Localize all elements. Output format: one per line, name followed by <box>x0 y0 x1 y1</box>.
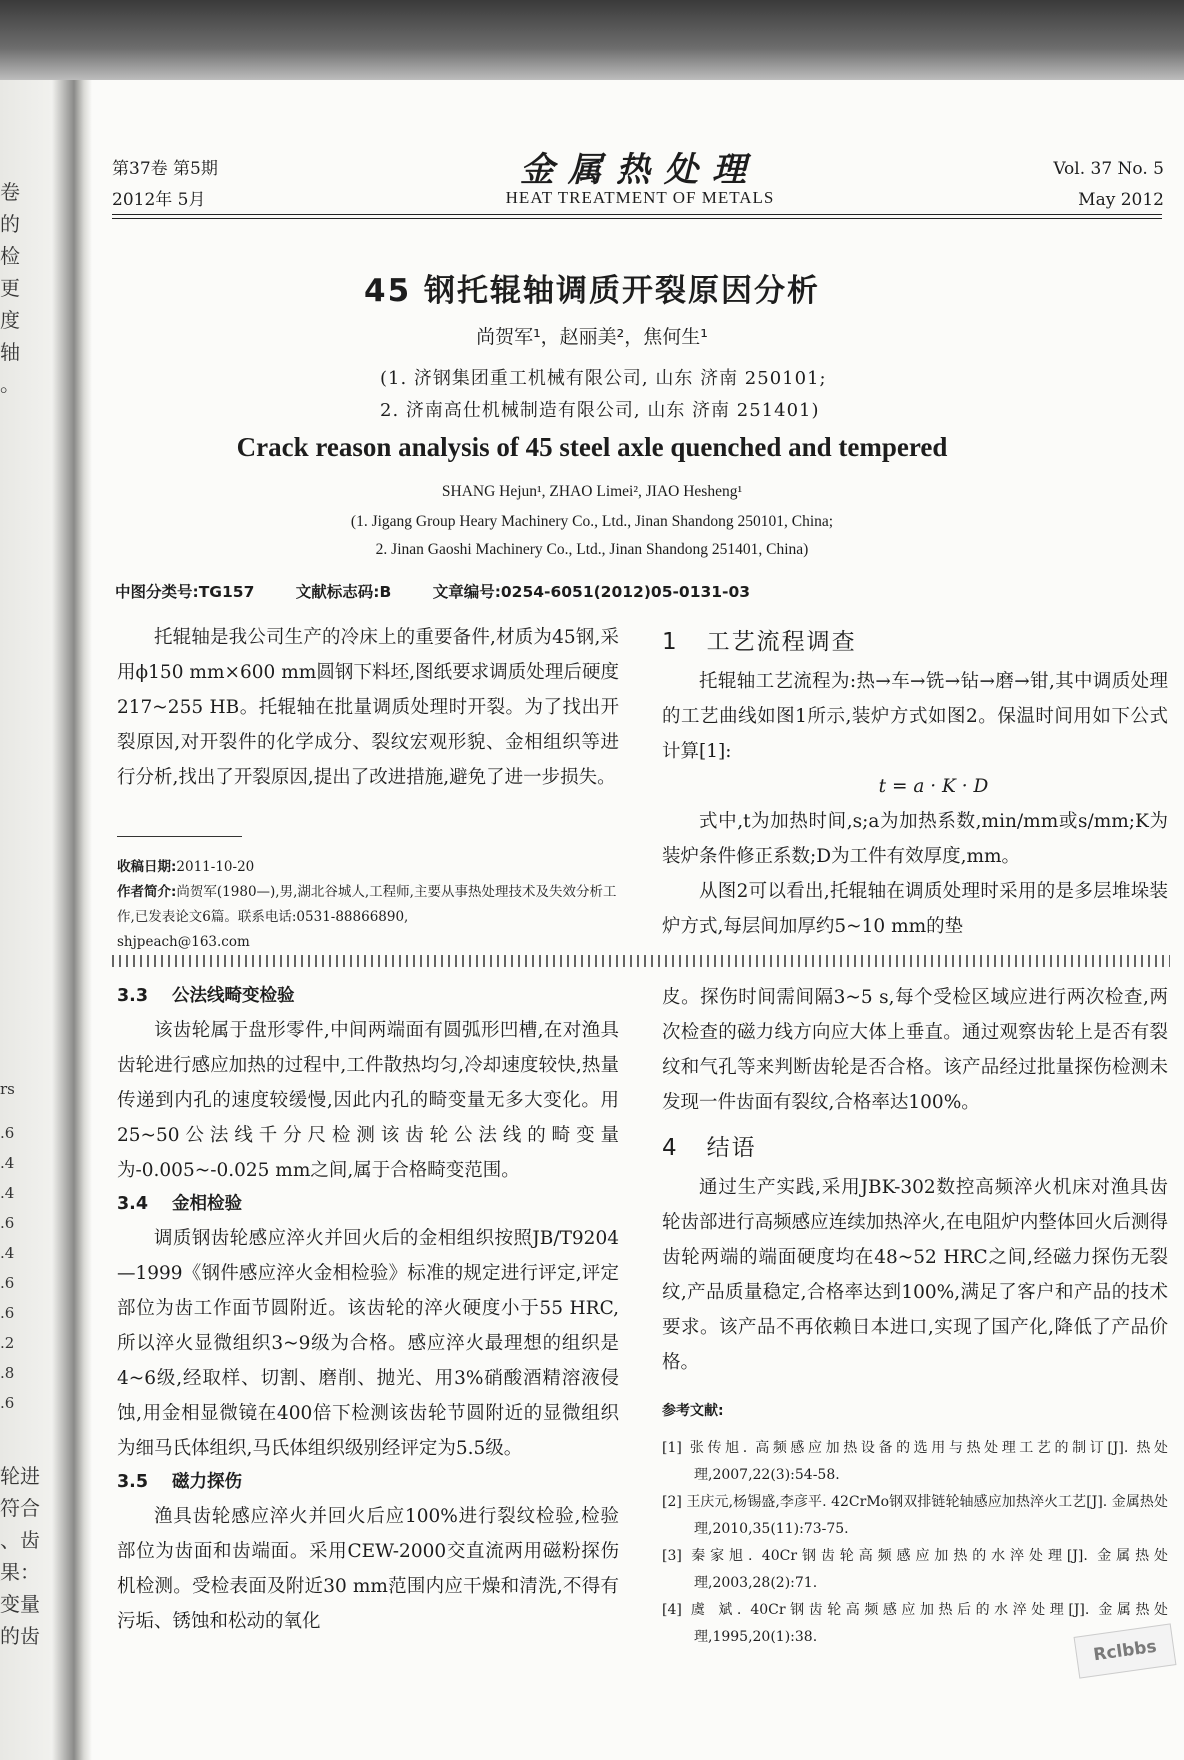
references-heading: 参考文献: <box>662 1403 724 1419</box>
fragment: .6 <box>0 1274 15 1292</box>
fragment: 。 <box>0 372 20 396</box>
fragment: .6 <box>0 1394 15 1412</box>
scan-top-shadow <box>0 0 1184 80</box>
fragment: rs <box>0 1080 15 1098</box>
affiliations-cn: (1. 济钢集团重工机械有限公司, 山东 济南 250101; 2. 济南高仕机械制造有限公司, 山东 济南 251401) <box>380 368 827 421</box>
fragment: .2 <box>0 1334 15 1352</box>
fragment: 轴 <box>0 340 20 364</box>
article-title-en: Crack reason analysis of 45 steel axle quenched and tempered <box>236 432 948 462</box>
affiliations-en: (1. Jigang Group Heary Machinery Co., Ltd., Jinan Shandong 250101, China; 2. Jinan Gaoshi Machinery Co., Ltd., Jinan Shandong 251401, China) <box>350 513 834 558</box>
lower-left-column: 3.3 公法线畸变检验 该齿轮属于盘形零件,中间两端面有圆弧形凹槽,在对渔具齿轮进行感应加热的过程中,工件散热均匀,冷却速度较快,热量传递到内孔的速度较缓慢,因此内孔的畸变量无多大变化。用25~50公法线千分尺检测该齿轮公法线的畸变量为-0.005~-0.025 mm之间,属于合格畸变范围。 3.4 金相检验 调质钢齿轮感应淬火并回火后的金相组织按照JB/T9204—1999《钢件感应淬火金相检验》标准的规定进行评定,评定部位为齿工作面节圆附近。该齿轮的淬火硬度小于55 HRC,所以淬火显微组织3~9级为合格。感应淬火最理想的组织是4~6级,经取样、切割、磨削、抛光、用3%硝酸酒精溶液侵蚀,用金相显微镜在400倍下检测该齿轮节圆附近的显微组织为细马氏体组织,马氏体组织级别经评定为5.5级。 3.5 磁力探伤 渔具齿轮感应淬火并回火后应100%进行裂纹检验,检验部位为齿面和齿端面。采用CEW-2000交直流两用磁粉探伤机检测。受检表面及附近30 mm范围内应干燥和清洗,不得有污垢、锈蚀和松动的氧化 <box>117 980 619 1639</box>
fragment: 、齿 <box>0 1528 40 1552</box>
article-number: 文章编号:0254-6051(2012)05-0131-03 <box>432 583 751 601</box>
footnote: 收稿日期:2011-10-20 作者简介:尚贺军(1980—),男,湖北谷城人,工程师,主要从事热处理技术及失效分析工作,已发表论文6篇。联系电话:0531-88866890, shjpeach@163.com <box>117 859 617 950</box>
authors-en: SHANG Hejun¹, ZHAO Limei², JIAO Hesheng¹ <box>441 483 743 500</box>
intro-paragraph: 托辊轴是我公司生产的冷床上的重要备件,材质为45钢,采用ϕ150 mm×600 mm圆钢下料坯,图纸要求调质处理后硬度217~255 HB。托辊轴在批量调质处理时开裂。为了找出开裂原因,对开裂件的化学成分、裂纹宏观形貌、金相组织等进行分析,找出了开裂原因,提出了改进措施,避免了进一步损失。 <box>117 627 619 788</box>
fragment: 轮进 <box>0 1464 40 1488</box>
section-4-heading: 4 结语 <box>662 1135 757 1161</box>
reference-item: [1] 张传旭. 高频感应加热设备的选用与热处理工艺的制订[J]. 热处理,2007,22(3):54-58. <box>662 1440 1168 1483</box>
section-3-4-heading: 3.4 金相检验 <box>117 1194 243 1214</box>
document-code: 文献标志码:B <box>295 583 392 601</box>
section-3-3-heading: 3.3 公法线畸变检验 <box>117 986 295 1006</box>
fragment: .8 <box>0 1364 15 1382</box>
section-1-column: 1 工艺流程调查 托辊轴工艺流程为:热→车→铣→钻→磨→钳,其中调质处理的工艺曲线如图1所示,装炉方式如图2。保温时间用如下公式计算[1]: t = a · K · D 式中,t为加热时间,s;a为加热系数,min/mm或s/mm;K为装炉条件修正系数;D为工件有效厚度,mm。 从图2可以看出,托辊轴在调质处理时采用的是多层堆垛装炉方式,每层间加厚约5~10 mm的垫 <box>662 620 1168 944</box>
fragment: 符合 <box>0 1496 40 1520</box>
fragment: 的齿 <box>0 1624 40 1648</box>
fragment: 度 <box>0 308 20 332</box>
clc-number: 中图分类号:TG157 <box>115 583 255 601</box>
fragment: .4 <box>0 1184 15 1202</box>
classification-line <box>115 580 786 602</box>
header-rule <box>112 218 1162 219</box>
fragment: .6 <box>0 1304 15 1322</box>
header-volume-cn: 第37卷 第5期 2012年 5月 <box>112 159 218 210</box>
reference-item: [2] 王庆元,杨锡盛,李彦平. 42CrMo钢双排链轮轴感应加热淬火工艺[J]. 金属热处理,2010,35(11):73-75. <box>662 1494 1168 1537</box>
fragment: 卷 <box>0 180 20 204</box>
header-rule <box>112 214 1162 215</box>
fragment: .4 <box>0 1244 15 1262</box>
section-1-heading: 1 工艺流程调查 <box>662 629 857 655</box>
intro-column <box>117 620 619 795</box>
footnote-rule <box>117 836 242 837</box>
fragment: 检 <box>0 244 20 268</box>
fragment: 更 <box>0 276 20 300</box>
journal-name-en: HEAT TREATMENT OF METALS <box>505 188 775 207</box>
authors-cn: 尚贺军¹，赵丽美²，焦何生¹ <box>476 326 708 348</box>
fragment: 的 <box>0 212 20 236</box>
cut-separator <box>112 955 1170 967</box>
fragment: .6 <box>0 1124 15 1142</box>
fragment: .4 <box>0 1154 15 1172</box>
reference-item: [4] 虞 斌. 40Cr钢齿轮高频感应加热后的水淬处理[J]. 金属热处理,1995,20(1):38. <box>662 1602 1168 1645</box>
fragment: 果： <box>0 1560 40 1584</box>
journal-logo-cn: 金属热处理 <box>520 150 760 190</box>
fragment: 变量 <box>0 1592 40 1616</box>
fragment: .6 <box>0 1214 15 1232</box>
header-volume-en: Vol. 37 No. 5 May 2012 <box>1053 159 1164 210</box>
reference-item: [3] 秦家旭. 40Cr钢齿轮高频感应加热的水淬处理[J]. 金属热处理,2003,28(2):71. <box>662 1548 1168 1591</box>
formula: t = a · K · D <box>878 776 989 797</box>
article-title-cn: 45 钢托辊轴调质开裂原因分析 <box>364 273 820 309</box>
watermark-stamp: Rclbbs <box>1074 1623 1177 1678</box>
references-list <box>662 1435 1168 1651</box>
lower-right-column: 皮。探伤时间需间隔3~5 s,每个受检区域应进行两次检查,两次检查的磁力线方向应大体上垂直。通过观察齿轮上是否有裂纹和气孔等来判断齿轮是否合格。该产品经过批量探伤检测未发现一件齿面有裂纹,合格率达100%。 4 结语 通过生产实践,采用JBK-302数控高频淬火机床对渔具齿轮齿部进行高频感应连续加热淬火,在电阻炉内整体回火后测得齿轮两端的端面硬度均在48~52 HRC之间,经磁力探伤无裂纹,产品质量稳定,合格率达到100%,满足了客户和产品的技术要求。该产品不再依赖日本进口,实现了国产化,降低了产品价格。 参考文献: [1] 张传旭. 高频感应加热设备的选用与热处理工艺的制订[J]. 热处理,2007,22(3):54-58. [2] 王庆元,杨锡盛,李彦平. 42CrMo钢双排链轮轴感应加热淬火工艺[J]. 金属热处理,2010,35(11):73-75. [3] 秦家旭. 40Cr钢齿轮高频感应加热的水淬处理[J]. 金属热处理,2003,28(2):71. [4] 虞 斌. 40Cr钢齿轮高频感应加热后的水淬处理[J]. 金属热处理,1995,20(1):38. <box>662 980 1168 1651</box>
section-3-5-heading: 3.5 磁力探伤 <box>117 1472 243 1492</box>
